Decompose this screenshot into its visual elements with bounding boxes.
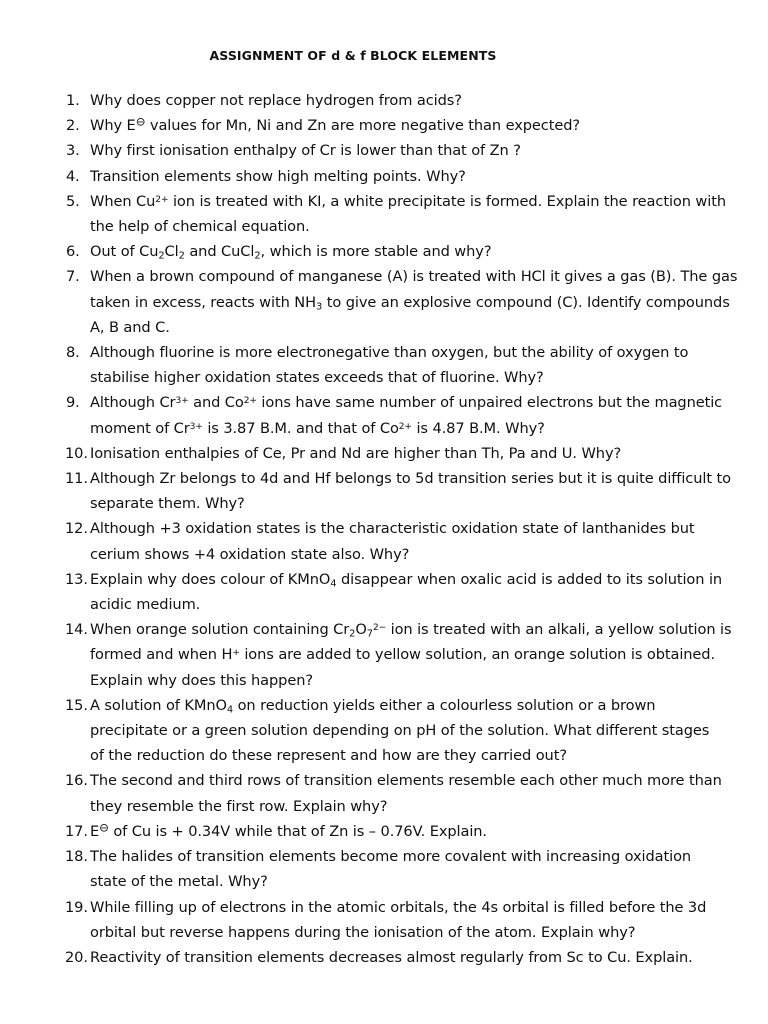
question-item bbox=[66, 895, 726, 945]
question-number: 3. bbox=[66, 142, 80, 160]
superscript: 2− bbox=[372, 623, 387, 634]
standard-state-symbol: ⊖ bbox=[99, 820, 109, 835]
text-run: formed and when H bbox=[90, 646, 233, 664]
question-item bbox=[66, 567, 726, 617]
subscript: 7 bbox=[366, 628, 373, 640]
question-number: 10. bbox=[65, 444, 88, 462]
question-item bbox=[66, 113, 726, 138]
question-text-line bbox=[90, 718, 726, 743]
text-run: is 4.87 B.M. Why? bbox=[411, 419, 545, 437]
question-text-line bbox=[90, 592, 726, 617]
question-text-line bbox=[90, 88, 726, 113]
question-number: 19. bbox=[65, 898, 88, 916]
question-text-line bbox=[90, 113, 726, 138]
question-number: 6. bbox=[66, 243, 80, 261]
subscript: 2 bbox=[349, 628, 356, 640]
text-run: precipitate or a green solution depending on pH of the solution. What different stages bbox=[90, 722, 710, 740]
text-run: O bbox=[355, 621, 367, 639]
question-item bbox=[66, 138, 726, 163]
text-run: to give an explosive compound (C). Identify compounds bbox=[322, 293, 730, 311]
question-text-line bbox=[90, 768, 726, 793]
question-text-line bbox=[90, 214, 726, 239]
text-run: cerium shows +4 oxidation state also. Why? bbox=[90, 545, 410, 563]
text-run: Although +3 oxidation states is the characteristic oxidation state of lanthanides but bbox=[90, 520, 695, 538]
question-text-line bbox=[90, 844, 726, 869]
question-number: 8. bbox=[66, 344, 80, 362]
text-run: Although Zr belongs to 4d and Hf belongs to 5d transition series but it is quite difficult to bbox=[90, 470, 731, 488]
question-item bbox=[66, 340, 726, 390]
question-text-line bbox=[90, 138, 726, 163]
superscript: 2+ bbox=[398, 421, 412, 432]
question-number: 1. bbox=[66, 92, 80, 109]
question-item bbox=[66, 768, 726, 818]
question-text-line bbox=[90, 239, 726, 264]
text-run: taken in excess, reacts with NH bbox=[90, 293, 316, 311]
question-text-line bbox=[90, 416, 726, 441]
question-text-line bbox=[90, 920, 726, 945]
question-text-line bbox=[90, 617, 732, 642]
subscript: 4 bbox=[330, 578, 337, 590]
question-text-line bbox=[90, 264, 738, 289]
question-text-line bbox=[90, 945, 726, 970]
question-text-line bbox=[90, 794, 726, 819]
question-item bbox=[66, 945, 726, 970]
text-run: and Co bbox=[188, 394, 244, 412]
question-number: 7. bbox=[66, 268, 80, 286]
text-run: E bbox=[90, 822, 100, 840]
question-text-line bbox=[90, 542, 726, 567]
text-run: Why E bbox=[90, 117, 136, 135]
text-run: Why first ionisation enthalpy of Cr is lower than that of Zn ? bbox=[90, 142, 521, 160]
subscript: 2 bbox=[254, 250, 261, 262]
text-run: When Cu bbox=[90, 192, 156, 210]
text-run: Transition elements show high melting points. Why? bbox=[90, 167, 466, 185]
question-number: 16. bbox=[65, 772, 88, 790]
subscript: 2 bbox=[178, 250, 185, 262]
text-run: values for Mn, Ni and Zn are more negative than expected? bbox=[145, 117, 581, 135]
text-run: ion is treated with KI, a white precipitate is formed. Explain the reaction with bbox=[168, 192, 726, 210]
text-run: When orange solution containing Cr bbox=[90, 621, 350, 639]
text-run: The halides of transition elements become more covalent with increasing oxidation bbox=[90, 848, 692, 866]
text-run: The second and third rows of transition elements resemble each other much more than bbox=[90, 772, 722, 790]
question-number: 18. bbox=[65, 848, 88, 866]
question-number: 4. bbox=[66, 167, 80, 185]
question-text-line bbox=[90, 390, 726, 415]
text-run: acidic medium. bbox=[90, 596, 201, 614]
question-text-line bbox=[90, 365, 726, 390]
question-item bbox=[66, 819, 726, 844]
text-run: A solution of KMnO bbox=[90, 696, 227, 714]
question-number: 17. bbox=[65, 822, 88, 840]
question-text-line bbox=[90, 668, 726, 693]
question-text-line bbox=[90, 340, 726, 365]
text-run: Although fluorine is more electronegative than oxygen, but the ability of oxygen to bbox=[90, 344, 689, 362]
question-number: 20. bbox=[65, 948, 88, 966]
text-run: on reduction yields either a colourless solution or a brown bbox=[233, 696, 656, 714]
question-list bbox=[65, 88, 738, 970]
text-run: the help of chemical equation. bbox=[90, 218, 310, 236]
question-item bbox=[66, 516, 726, 566]
superscript: 2+ bbox=[155, 194, 169, 205]
question-text-line bbox=[90, 819, 726, 844]
question-text-line bbox=[90, 895, 726, 920]
text-run: moment of Cr bbox=[90, 419, 190, 437]
question-text-line bbox=[90, 743, 726, 768]
text-run: of Cu is + 0.34V while that of Zn is – 0.76V. Explain. bbox=[108, 822, 487, 840]
text-run: is 3.87 B.M. and that of Co bbox=[202, 419, 399, 437]
text-run: ions have same number of unpaired electrons but the magnetic bbox=[256, 394, 723, 412]
question-item bbox=[66, 239, 726, 264]
question-number: 9. bbox=[66, 394, 80, 412]
text-run: and CuCl bbox=[184, 243, 255, 261]
superscript: 3+ bbox=[189, 421, 203, 432]
question-item bbox=[66, 164, 726, 189]
question-item bbox=[66, 189, 726, 239]
question-item bbox=[65, 466, 731, 516]
text-run: disappear when oxalic acid is added to its solution in bbox=[336, 570, 723, 588]
text-run: state of the metal. Why? bbox=[90, 873, 268, 891]
text-run: Why does copper not replace hydrogen from acids? bbox=[90, 92, 462, 109]
text-run: Ionisation enthalpies of Ce, Pr and Nd are higher than Th, Pa and U. Why? bbox=[90, 444, 622, 462]
text-run: While filling up of electrons in the atomic orbitals, the 4s orbital is filled before the 3d bbox=[90, 898, 707, 916]
text-run: Explain why does colour of KMnO bbox=[90, 570, 331, 588]
text-run: stabilise higher oxidation states exceeds that of fluorine. Why? bbox=[90, 369, 544, 387]
question-text-line bbox=[90, 290, 730, 315]
question-text-line bbox=[90, 693, 726, 718]
question-text-line bbox=[90, 491, 726, 516]
text-run: separate them. Why? bbox=[90, 495, 245, 513]
text-run: Reactivity of transition elements decreases almost regularly from Sc to Cu. Explain. bbox=[90, 948, 693, 966]
question-number: 13. bbox=[65, 570, 88, 588]
text-run: A, B and C. bbox=[90, 318, 170, 336]
superscript: 3+ bbox=[175, 396, 189, 407]
text-run: , which is more stable and why? bbox=[260, 243, 492, 261]
text-run: they resemble the first row. Explain why? bbox=[90, 797, 388, 815]
question-item bbox=[66, 264, 738, 340]
text-run: of the reduction do these represent and how are they carried out? bbox=[90, 747, 567, 765]
question-number: 11. bbox=[65, 470, 88, 488]
question-text-line bbox=[90, 315, 726, 340]
question-item bbox=[66, 390, 726, 440]
text-run: Although Cr bbox=[90, 394, 176, 412]
question-text-line bbox=[90, 567, 726, 592]
question-item bbox=[66, 441, 726, 466]
text-run: ions are added to yellow solution, an orange solution is obtained. bbox=[239, 646, 716, 664]
question-number: 15. bbox=[65, 696, 88, 714]
question-text-line bbox=[90, 642, 726, 667]
question-item bbox=[66, 693, 726, 769]
text-run: Cl bbox=[164, 243, 179, 261]
superscript: 2+ bbox=[243, 396, 257, 407]
question-text-line bbox=[90, 441, 726, 466]
question-text-line bbox=[90, 466, 731, 491]
question-text-line bbox=[90, 516, 726, 541]
text-run: When a brown compound of manganese (A) is treated with HCl it gives a gas (B). The gas bbox=[90, 268, 738, 286]
question-number: 14. bbox=[65, 621, 88, 639]
text-run: orbital but reverse happens during the ionisation of the atom. Explain why? bbox=[90, 923, 636, 941]
question-text-line bbox=[90, 189, 726, 214]
assignment-title: ASSIGNMENT OF d & f BLOCK ELEMENTS bbox=[209, 48, 497, 63]
question-item bbox=[65, 617, 732, 693]
superscript: + bbox=[232, 648, 240, 659]
question-number: 2. bbox=[66, 117, 80, 135]
subscript: 3 bbox=[315, 301, 323, 313]
text-run: ion is treated with an alkali, a yellow solution is bbox=[386, 621, 732, 639]
question-number: 5. bbox=[66, 192, 80, 210]
subscript: 4 bbox=[226, 704, 234, 716]
question-item bbox=[66, 88, 726, 113]
question-number: 12. bbox=[65, 520, 88, 538]
question-item bbox=[66, 844, 726, 894]
question-text-line bbox=[90, 869, 726, 894]
question-text-line bbox=[90, 164, 726, 189]
text-run: Out of Cu bbox=[90, 243, 159, 261]
subscript: 2 bbox=[158, 250, 165, 262]
text-run: Explain why does this happen? bbox=[90, 671, 313, 689]
standard-state-symbol: ⊖ bbox=[135, 114, 146, 129]
